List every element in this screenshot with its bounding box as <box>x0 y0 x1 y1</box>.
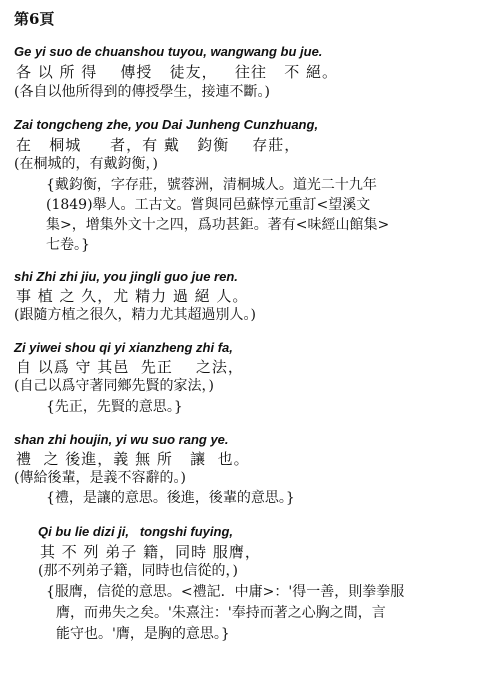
translation-line: (跟隨方植之很久，精力尤其超過別人。) <box>14 307 256 323</box>
chinese-text-line: 其 不 列 弟子 籍，同時 服膺， <box>40 543 261 561</box>
pinyin-line: shi Zhi zhi jiu, you jingli guo jue ren. <box>14 269 238 284</box>
page-number: 第6頁 <box>14 10 55 28</box>
pinyin-line: Zai tongcheng zhe, you Dai Junheng Cunzhuang, <box>14 117 319 132</box>
annotation-line: 七卷。} <box>46 237 90 253</box>
translation-line: (各自以他所得到的傳授學生，接連不斷。) <box>14 84 270 100</box>
annotation-line: {先正，先賢的意思。} <box>46 399 183 415</box>
chinese-text-line: 在 桐城 者，有 戴 鈞衡 存莊， <box>16 136 301 154</box>
annotation-line: (1849)舉人。工古文。嘗與同邑蘇惇元重訂<望溪文 <box>46 197 371 213</box>
pinyin-line: shan zhi houjin, yi wu suo rang ye. <box>14 432 229 447</box>
annotation-line: {禮，是讓的意思。後進，後輩的意思。} <box>46 490 295 506</box>
pinyin-line: Zi yiwei shou qi yi xianzheng zhi fa, <box>14 340 233 355</box>
chinese-text-line: 各 以 所 得 傳授 徒友， 往往 不 絕。 <box>16 63 339 81</box>
translation-line: (傳給後輩，是義不容辭的。) <box>14 470 186 486</box>
translation-line: (在桐城的，有戴鈞衡，) <box>14 156 158 172</box>
annotation-line: 集>，增集外文十之四，爲功甚鉅。著有<味經山館集> <box>46 217 390 233</box>
chinese-text-line: 禮 之 後進，義 無 所 讓 也。 <box>16 450 250 468</box>
chinese-text-line: 事 植 之 久，尤 精力 過 絕 人。 <box>16 287 249 305</box>
annotation-line: 能守也。'膺，是胸的意思。} <box>56 626 230 642</box>
annotation-line: {戴鈞衡，字存莊，號蓉洲，清桐城人。道光二十九年 <box>46 177 377 193</box>
translation-line: (自己以爲守著同鄉先賢的家法，) <box>14 378 214 394</box>
pinyin-line: Ge yi suo de chuanshou tuyou, wangwang bu jue. <box>14 44 323 59</box>
annotation-line: 膺，而弗失之矣。'朱熹注：'奉持而著之心胸之間，言 <box>56 605 386 621</box>
chinese-text-line: 自 以爲 守 其邑 先正 之法， <box>16 358 244 376</box>
pinyin-line: Qi bu lie dizi ji, tongshi fuying, <box>38 524 233 539</box>
translation-line: (那不列弟子籍，同時也信從的，) <box>38 563 238 579</box>
annotation-line: {服膺，信從的意思。<禮記．中庸>：'得一善，則拳拳服 <box>46 584 405 600</box>
